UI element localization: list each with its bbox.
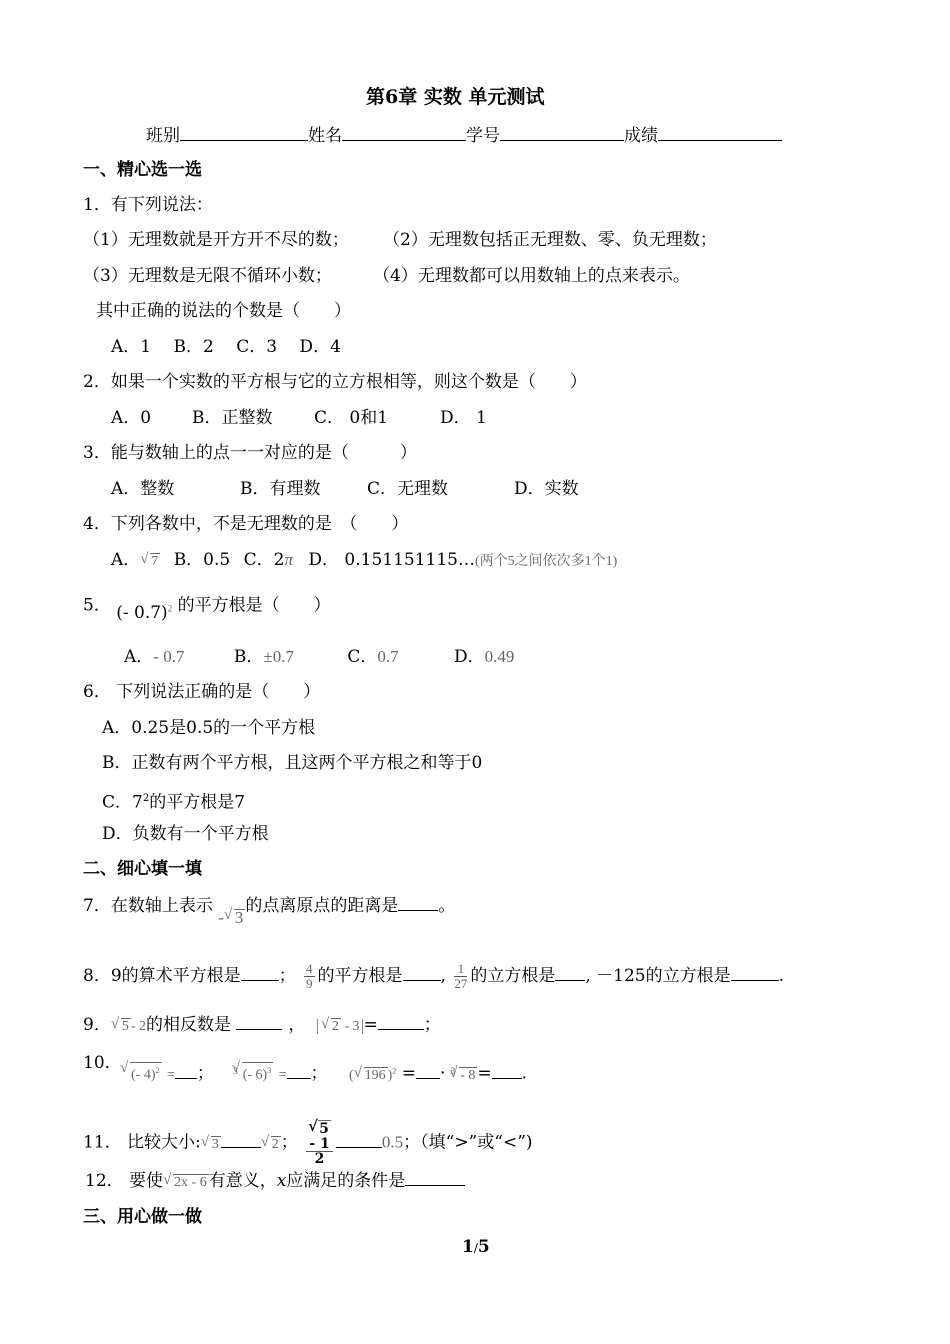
q8-mid1: 的平方根是 — [317, 966, 403, 986]
q9-blank-2[interactable] — [378, 1013, 424, 1030]
q7-answer-blank[interactable] — [398, 894, 438, 911]
q8-pre: 8．9的算术平方根是 — [83, 966, 241, 986]
q9-end: ； — [423, 1015, 441, 1035]
name-blank[interactable] — [342, 124, 466, 141]
q8-f1-num: 4 — [306, 961, 313, 976]
q10 — [83, 1052, 122, 1074]
section-heading-1: 一、精心选一选 — [83, 160, 202, 180]
q6-option-c-sup: 2 — [142, 793, 150, 804]
q1-ask: 其中正确的说法的个数是（ ） — [96, 301, 351, 321]
sqrt-icon — [150, 553, 160, 570]
q5-stem — [83, 590, 331, 623]
q10-e4-wrap — [451, 1068, 478, 1083]
q5-base: (- 0.7) — [116, 602, 168, 623]
q8-end: . — [778, 966, 785, 986]
page-total: 5 — [477, 1237, 490, 1257]
q9 — [83, 1013, 441, 1038]
q8-f2-den: 27 — [454, 976, 468, 991]
q8-fraction-1 — [304, 962, 315, 991]
class-blank[interactable] — [180, 124, 308, 141]
section-heading-2: 二、细心填一填 — [83, 859, 202, 879]
q1-statement-3: （3）无理数是无限不循环小数； — [83, 266, 332, 286]
q9-abs-radicand: 2 — [331, 1019, 339, 1034]
page-sep: / — [473, 1241, 478, 1255]
q12-radicand: 2x - 6 — [174, 1175, 207, 1190]
q11-value: 0.5 — [381, 1132, 404, 1152]
q10-end: . — [521, 1063, 528, 1084]
q9-pre: 9． — [83, 1015, 111, 1035]
q10-e1: (- 4) — [131, 1067, 156, 1083]
q12-mid: 有意义， — [208, 1171, 277, 1191]
q2-option-d: D． 1 — [440, 408, 487, 428]
q1-statement-4: （4）无理数都可以用数轴上的点来表示。 — [373, 266, 690, 286]
q10-e1-exp: 2 — [155, 1066, 160, 1075]
q11-fraction — [306, 1120, 333, 1166]
q5-options — [124, 646, 514, 668]
q1-stem: 1．有下列说法： — [83, 195, 213, 215]
sqrt-icon — [173, 1174, 209, 1191]
sqrt-icon — [459, 1067, 477, 1084]
q7-end: 。 — [438, 896, 456, 916]
q6-option-b: B．正数有两个平方根，且这两个平方根之和等于0 — [102, 753, 483, 773]
q9-tail: - 2 — [130, 1019, 146, 1034]
q10-blank-4[interactable] — [492, 1062, 522, 1079]
q10-e2-exp: 3 — [267, 1066, 272, 1075]
sqrt-icon — [211, 1136, 221, 1153]
page-number — [462, 1236, 490, 1259]
q10-number: 10． — [83, 1053, 122, 1073]
q9-abs — [317, 1019, 364, 1034]
q5-option-c-label: C． — [347, 647, 378, 667]
q11-num-tail: - 1 — [309, 1136, 330, 1152]
q5-expression — [116, 603, 172, 623]
q10-e3-wrap: (√ 196 )$^2$ — [349, 1068, 396, 1083]
q10-e3-exp: 2 — [392, 1066, 397, 1075]
q6-option-d: D．负数有一个平方根 — [102, 824, 269, 844]
q8-mid2: 的立方根是 — [470, 966, 556, 986]
q10-blank-1[interactable] — [175, 1062, 197, 1079]
q10-eq4: = — [477, 1063, 492, 1084]
q2-option-a: A．0 — [111, 408, 152, 428]
q11-pre: 11． 比较大小: — [83, 1132, 201, 1153]
q9-sep: ， — [288, 1015, 306, 1035]
q7-expression — [218, 908, 245, 928]
q10-e4-index: 3 — [450, 1066, 456, 1076]
q8-blank-2[interactable] — [403, 964, 441, 981]
q12-answer-blank[interactable] — [405, 1169, 465, 1186]
q12-var: x — [276, 1171, 287, 1191]
q9-eq: = — [363, 1015, 378, 1035]
q10-eq3: = — [401, 1063, 416, 1084]
q5-option-d-value: 0.49 — [484, 647, 515, 666]
sqrt-icon — [242, 1062, 274, 1084]
q12-pre: 12． 要使 — [85, 1171, 164, 1191]
q5-option-a-value: - 0.7 — [153, 647, 185, 666]
q10-e4: - 8 — [460, 1067, 476, 1083]
q11-r1: 3 — [211, 1136, 219, 1152]
q5-exponent: 2 — [167, 603, 173, 613]
q7 — [83, 894, 456, 927]
q4-option-b: B．0.5 — [173, 550, 231, 570]
q10-e2: (- 6) — [242, 1067, 268, 1083]
q8-f1-den: 9 — [306, 976, 313, 991]
sqrt-icon — [121, 1018, 131, 1035]
q8-blank-3[interactable] — [555, 964, 585, 981]
q5-option-a-label: A． — [124, 647, 154, 667]
q5-option-b-label: B． — [233, 647, 264, 667]
q3-option-d: D．实数 — [514, 479, 579, 499]
q11-blank-1[interactable] — [221, 1131, 261, 1148]
q4-stem: 4．下列各数中，不是无理数的是 （ ） — [83, 514, 409, 534]
sqrt-icon — [331, 1018, 341, 1035]
name-label: 姓名 — [308, 126, 342, 146]
q6-option-a: A．0.25是0.5的一个平方根 — [102, 718, 316, 738]
q9-abs-tail: - 3 — [344, 1019, 360, 1034]
q4-note: (两个5之间依次多1个1) — [475, 554, 618, 569]
q3-option-c: C．无理数 — [367, 479, 449, 499]
q8-sep2: , — [440, 966, 446, 986]
q5-text: 的平方根是（ ） — [177, 595, 331, 616]
q4-option-a-label: A． — [111, 550, 141, 570]
q8-blank-1[interactable] — [241, 964, 279, 981]
q1-options: A．1 B．2 C．3 D．4 — [111, 337, 341, 357]
q1-statement-1: （1）无理数就是开方开不尽的数； — [83, 230, 349, 250]
student-info-row — [146, 124, 782, 147]
q10-expressions — [120, 1060, 527, 1087]
id-label: 学号 — [466, 126, 500, 146]
q10-eq1: = — [166, 1067, 175, 1083]
score-label: 成绩 — [624, 126, 658, 146]
q1-statement-2: （2）无理数包括正无理数、零、负无理数； — [383, 230, 717, 250]
section-heading-3: 三、用心做一做 — [83, 1207, 202, 1227]
q4-option-c-value: π — [284, 550, 293, 569]
q10-e2-wrap — [233, 1068, 273, 1083]
q4-option-a-value: 7 — [151, 554, 159, 569]
q12 — [85, 1169, 465, 1192]
q10-semi2: ； — [310, 1063, 328, 1084]
q9-mid: 的相反数是 — [146, 1015, 231, 1035]
q7-post: 的点离原点的距离是 — [245, 896, 399, 916]
sqrt-icon — [234, 909, 246, 926]
q3-stem: 3．能与数轴上的点一一对应的是（ ） — [83, 443, 417, 463]
q10-blank-3[interactable] — [416, 1062, 440, 1079]
q9-blank-1[interactable] — [236, 1013, 282, 1030]
q2-stem: 2．如果一个实数的平方根与它的立方根相等，则这个数是（ ） — [83, 372, 587, 392]
q6-option-c-post: 的平方根是7 — [149, 792, 246, 813]
q10-blank-2[interactable] — [287, 1062, 311, 1079]
q5-option-b-value: ±0.7 — [263, 647, 294, 666]
q11-num-radicand: √ 5 — [319, 1121, 329, 1137]
q4-option-c-label: C．2 — [243, 550, 285, 570]
q5-number: 5． — [83, 595, 111, 616]
page-title: 第6章 实数 单元测试 — [366, 86, 545, 108]
q3-option-b: B．有理数 — [240, 479, 321, 499]
q11-frac-num — [306, 1120, 333, 1152]
q8-sep1: ； — [278, 966, 296, 986]
q2-option-c: C． 0和1 — [314, 408, 389, 428]
q10-e2-index: 3 — [233, 1066, 238, 1076]
q3-option-a: A．整数 — [111, 479, 175, 499]
sqrt-icon — [271, 1136, 281, 1153]
q8-f2-num: 1 — [454, 962, 467, 977]
q8-sep3: , －125的立方根是 — [585, 966, 731, 986]
sqrt-icon — [318, 1120, 331, 1137]
q10-semi1: ； — [196, 1063, 214, 1084]
q6-option-c-pre: C．7 — [102, 792, 143, 813]
q8-fraction-2 — [454, 962, 467, 991]
q10-eq2: = — [278, 1067, 287, 1083]
q9-radicand: 5 — [121, 1019, 129, 1034]
sqrt-icon — [364, 1067, 388, 1084]
q11-blank-2[interactable] — [336, 1131, 382, 1148]
q7-minus: - — [218, 908, 224, 927]
q11 — [83, 1120, 533, 1166]
page-current: 1 — [462, 1237, 474, 1257]
q4-option-d: D． 0.151151115… — [308, 550, 475, 570]
q5-option-c-value: 0.7 — [377, 647, 399, 666]
q11-r2: 2 — [271, 1136, 279, 1152]
q11-semi: ； — [280, 1132, 298, 1153]
q11-frac-den: 2 — [314, 1151, 325, 1167]
id-blank[interactable] — [500, 124, 624, 141]
sqrt-icon — [130, 1062, 162, 1084]
q6-option-c — [102, 788, 245, 814]
class-label: 班别 — [146, 126, 180, 146]
q5-option-d-label: D． — [454, 647, 485, 667]
q2-option-b: B．正整数 — [192, 408, 273, 428]
score-blank[interactable] — [658, 124, 782, 141]
q10-e3: 196 — [364, 1067, 386, 1083]
q12-post: 应满足的条件是 — [286, 1171, 406, 1191]
q10-dot: · — [439, 1063, 446, 1084]
q7-radicand: 3 — [234, 908, 244, 927]
q6-stem: 6． 下列说法正确的是（ ） — [83, 682, 321, 702]
q8-blank-4[interactable] — [731, 964, 779, 981]
q4-options — [111, 549, 617, 573]
q8 — [83, 962, 784, 991]
q7-pre: 7．在数轴上表示 — [83, 896, 213, 916]
q11-post: ；（填“>”或“<”) — [403, 1132, 533, 1153]
